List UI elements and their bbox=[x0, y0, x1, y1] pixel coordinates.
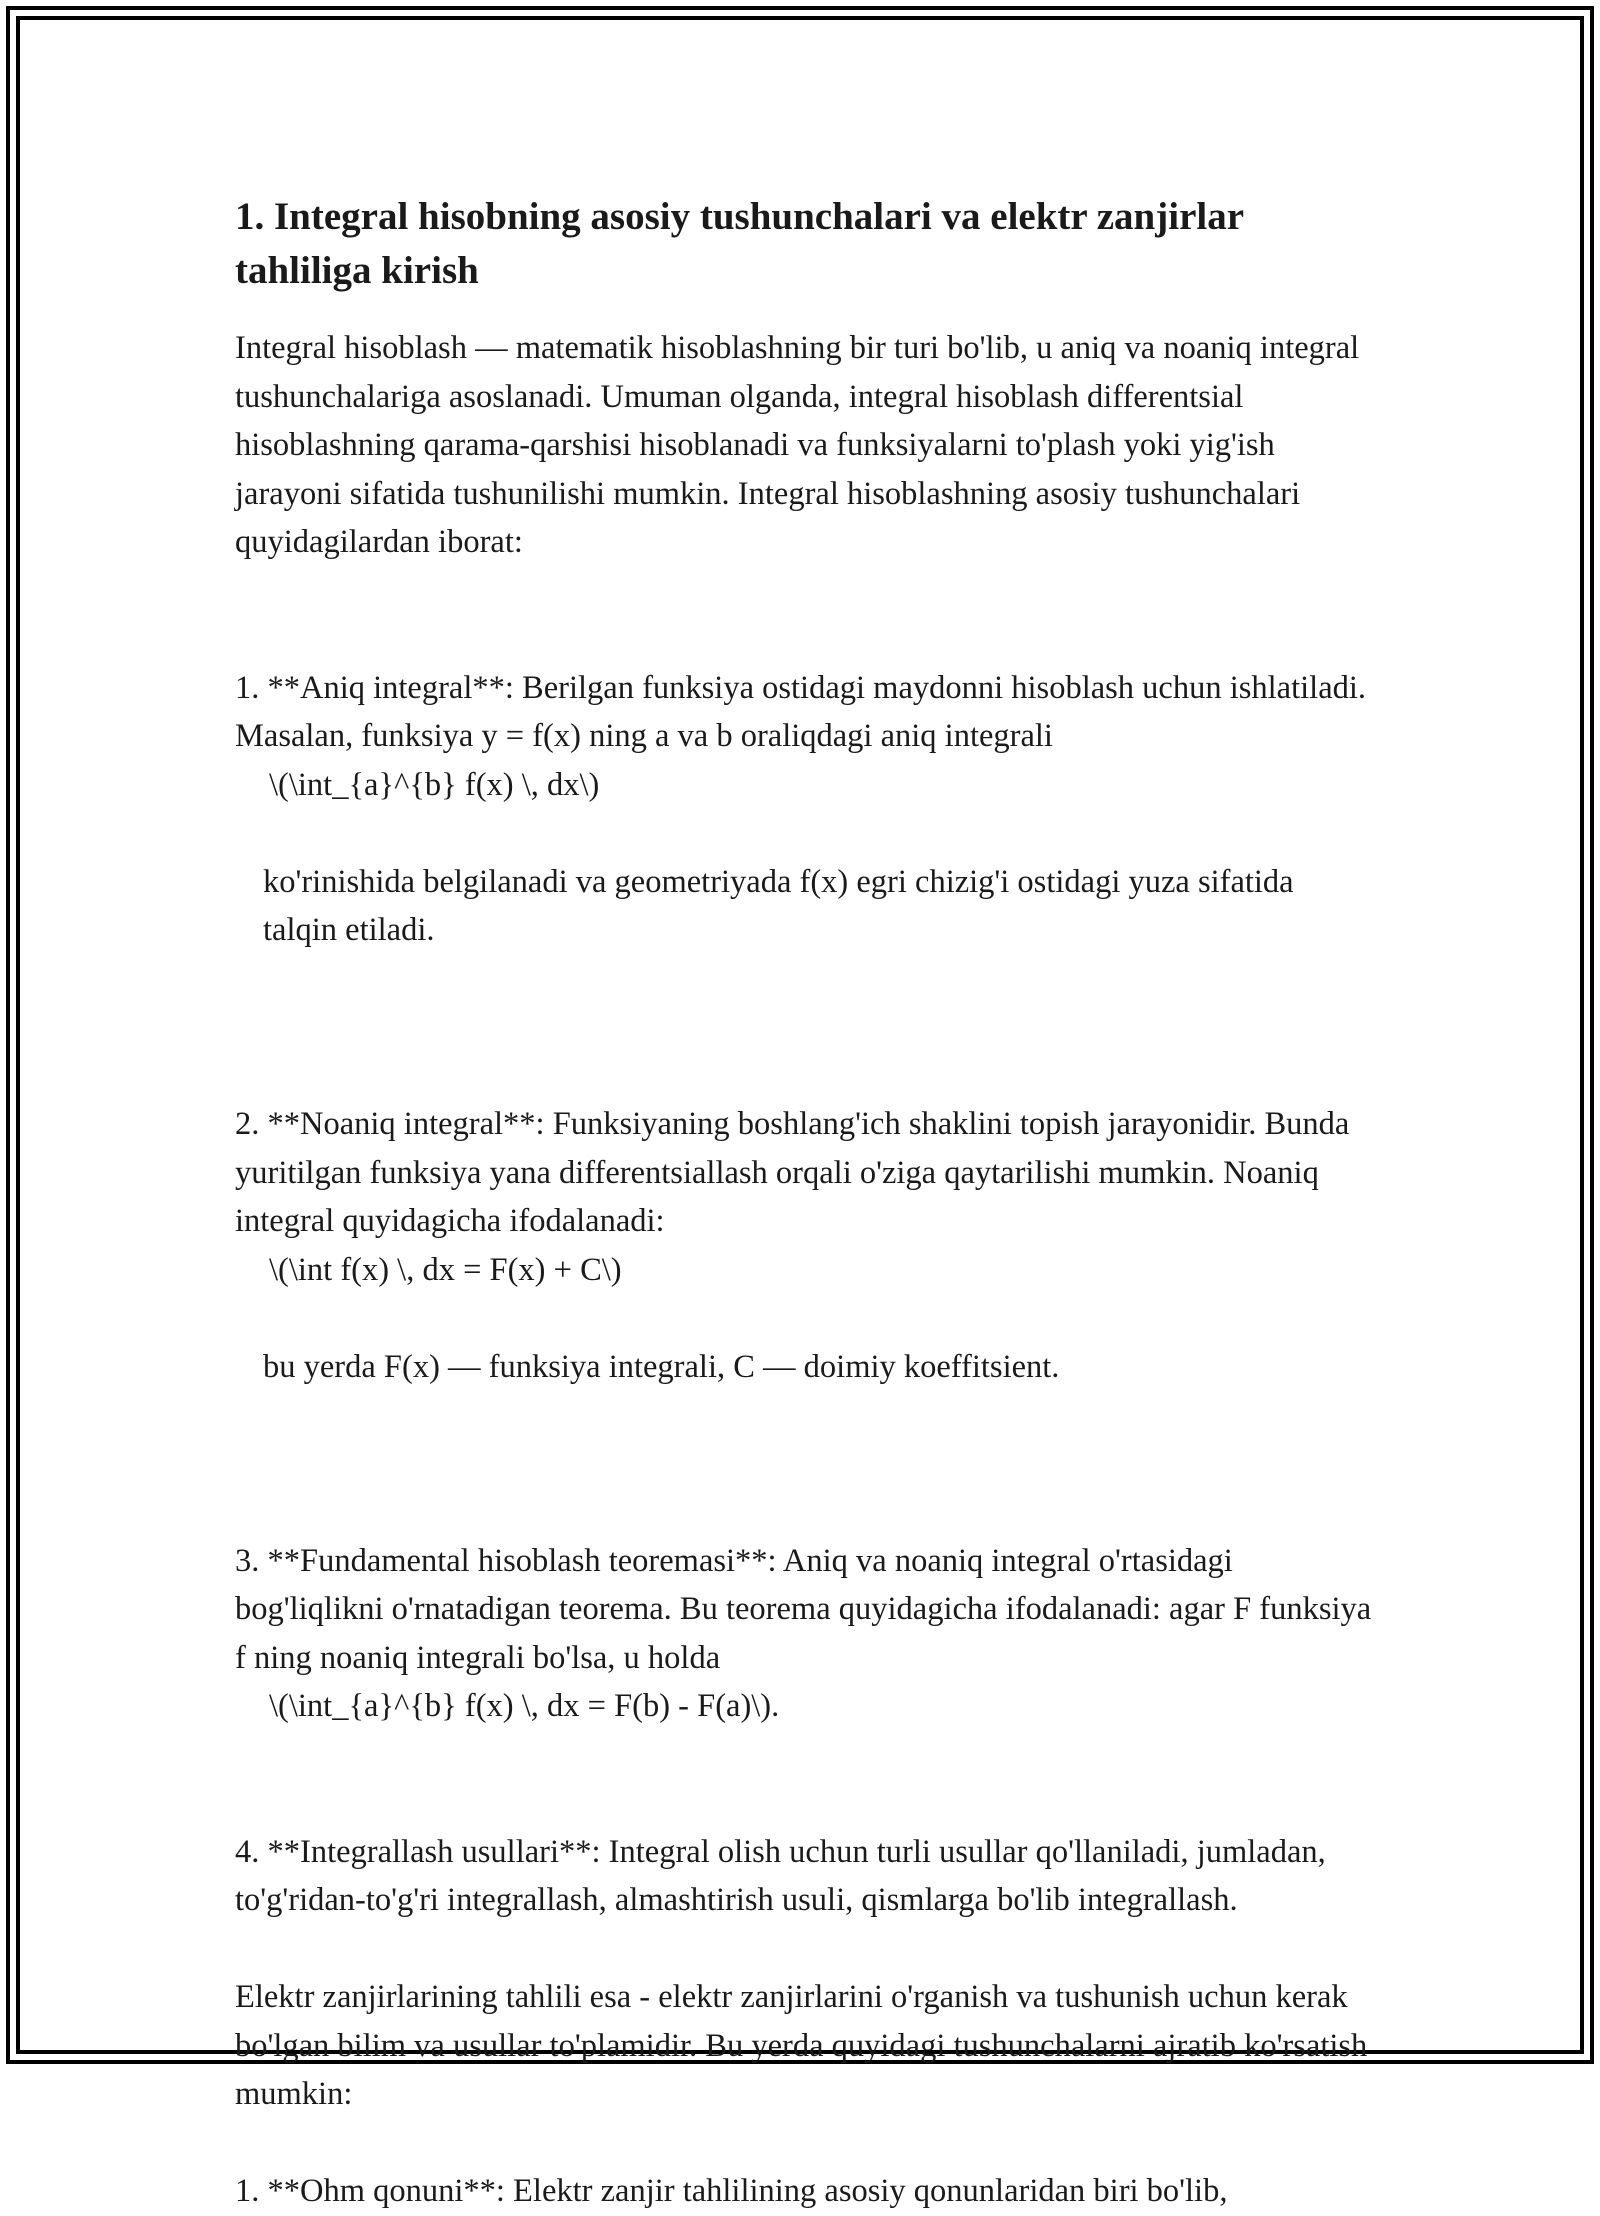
list-item-continuation: ko'rinishida belgilanadi va geometriyada f(x) egri chizig'i ostidagi yuza sifatida talqin etiladi. bbox=[263, 863, 1294, 948]
formula-indefinite-integral: \(\int f(x) \, dx = F(x) + C\) bbox=[269, 1251, 622, 1288]
list-item-text: 2. **Noaniq integral**: Funksiyaning boshlang'ich shaklini topish jarayonidir. Bunda yuritilgan funksiya yana differentsiallash orqali o'ziga qaytarilishi mumkin. Noaniq integral quyidagicha ifodalanadi: bbox=[235, 1106, 1350, 1239]
paragraph-gap bbox=[235, 1440, 1375, 1489]
list-item-fundamental-theorem bbox=[235, 1488, 1375, 1779]
list-item-text: 3. **Fundamental hisoblash teoremasi**: Aniq va noaniq integral o'rtasidagi bog'liqlikni o'rnatadigan teorema. Bu teorema quyidagicha ifodalanadi: agar F funksiya f ning noaniq integrali bo'lsa, u holda bbox=[235, 1542, 1372, 1676]
paragraph-gap bbox=[235, 2119, 1375, 2168]
list-item-continuation: bu yerda F(x) — funksiya integrali, C — doimiy koeffitsient. bbox=[263, 1348, 1060, 1385]
paragraph-gap bbox=[235, 1925, 1375, 1974]
circuits-intro-paragraph: Elektr zanjirlarining tahlili esa - elektr zanjirlarini o'rganish va tushunish uchun kerak bo'lgan bilim va usullar to'plamidir. Bu yerda quyidagi tushunchalarni ajratib ko'rsatish mumkin: bbox=[235, 1979, 1368, 2112]
paragraph-gap bbox=[235, 1779, 1375, 1828]
formula-definite-integral: \(\int_{a}^{b} f(x) \, dx\) bbox=[269, 766, 600, 803]
document-title: 1. Integral hisobning asosiy tushunchalari va elektr zanjirlar tahliliga kirish bbox=[235, 195, 1244, 292]
list-item-integration-methods: 4. **Integrallash usullari**: Integral olish uchun turli usullar qo'llaniladi, jumladan, to'g'ridan-to'g'ri integrallash, almashtirish usuli, qismlarga bo'lib integrallash. bbox=[235, 1833, 1326, 1918]
paragraph-gap bbox=[235, 567, 1375, 616]
list-item-indefinite-integral bbox=[235, 1052, 1375, 1440]
list-item-ohm-law: 1. **Ohm qonuni**: Elektr zanjir tahlilining asosiy qonunlaridan biri bo'lib, bbox=[235, 2173, 1228, 2209]
paragraph-gap bbox=[235, 1003, 1375, 1052]
document-body bbox=[235, 190, 1375, 2216]
list-item-text: 1. **Aniq integral**: Berilgan funksiya ostidagi maydonni hisoblash uchun ishlatiladi. Masalan, funksiya y = f(x) ning a va b oraliqdagi aniq integrali bbox=[235, 669, 1367, 754]
formula-fundamental-theorem: \(\int_{a}^{b} f(x) \, dx = F(b) - F(a)\). bbox=[269, 1688, 780, 1724]
intro-paragraph: Integral hisoblash — matematik hisoblashning bir turi bo'lib, u aniq va noaniq integral tushunchalariga asoslanadi. Umuman olganda, integral hisoblash differentsial hisoblashning qarama-qarshisi hisoblanadi va funksiyalarni to'plash yoki yig'ish jarayoni sifatida tushunilishi mumkin. Integral hisoblashning asosiy tushunchalari quyidagilardan iborat: bbox=[235, 330, 1360, 560]
list-item-definite-integral bbox=[235, 615, 1375, 1003]
